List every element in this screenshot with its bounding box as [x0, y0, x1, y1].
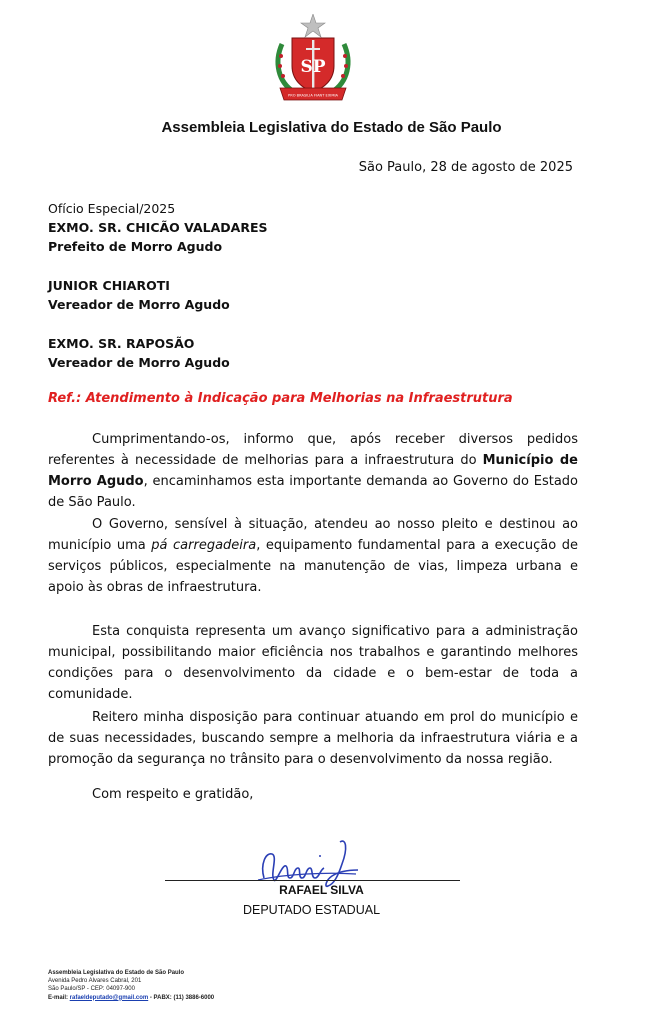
signatory-role — [0, 903, 663, 917]
addressee-name: JUNIOR CHIAROTI — [48, 278, 170, 293]
p2-text-italic: pá carregadeira — [151, 538, 257, 553]
signatory-role-text: DEPUTADO ESTADUAL — [242, 903, 381, 917]
letter-number: Ofício Especial/2025 — [48, 201, 176, 216]
date-line: São Paulo, 28 de agosto de 2025 — [358, 160, 573, 175]
p1-text-a: Cumprimentando-os, informo que, após receber diversos pedidos referentes à necessidade de melhorias para a infraestrutura do — [48, 432, 578, 468]
addressee-title: Prefeito de Morro Agudo — [48, 239, 223, 254]
footer-email-label: E-mail: — [48, 994, 70, 1001]
closing-salutation: Com respeito e gratidão, — [92, 787, 254, 802]
footer-pabx: - PABX: (11) 3886-6000 — [148, 994, 215, 1001]
addressee-name: EXMO. SR. RAPOSÃO — [48, 336, 195, 351]
addressee-title: Vereador de Morro Agudo — [48, 297, 230, 312]
signature-line — [165, 880, 460, 881]
sao-paulo-seal-logo — [272, 14, 354, 106]
footer-contact — [48, 969, 214, 1002]
p2-text-a: O Governo, sensível à situação, atendeu ao nosso pleito e destinou ao município uma — [48, 517, 578, 553]
footer-city: São Paulo/SP - CEP: 04097-900 — [48, 986, 135, 993]
footer-org: Assembleia Legislativa do Estado de São Paulo — [48, 970, 185, 976]
seal-monogram: SP — [300, 57, 326, 77]
seal-motto: PRO BRASILIA FIANT EXIMIA — [288, 93, 338, 98]
addressee-block-councilor-2 — [48, 334, 230, 372]
p1-text-bold: Município de Morro Agudo — [48, 453, 578, 489]
footer-contact-line — [48, 994, 214, 1002]
body-paragraph-1 — [48, 429, 578, 513]
body-paragraph-2 — [48, 514, 578, 598]
addressee-block-councilor-1 — [48, 276, 230, 314]
footer-email-link[interactable]: rafaeldeputado@gmail.com — [69, 994, 149, 1001]
signatory-name — [0, 883, 663, 897]
addressee-name: EXMO. SR. CHICÃO VALADARES — [48, 220, 268, 235]
assembly-title: Assembleia Legislativa do Estado de São Paulo — [161, 119, 502, 136]
addressee-block-mayor — [48, 199, 268, 256]
signatory-name-text: RAFAEL SILVA — [279, 883, 364, 897]
body-paragraph-3: Esta conquista representa um avanço significativo para a administração municipal, possibilitando maior eficiência nos trabalhos e garantindo melhores condições para o desenvolvimento da cidade e o bem-estar de toda a comunidade. — [48, 624, 578, 702]
addressee-title: Vereador de Morro Agudo — [48, 355, 230, 370]
handwritten-signature — [256, 834, 368, 890]
body-paragraph-4: Reitero minha disposição para continuar atuando em prol do município e de suas necessidades, buscando sempre a melhoria da infraestrutura viária e a promoção da segurança no trânsito para o desenvolvimento da nossa região. — [48, 710, 578, 767]
p1-text-b: , encaminhamos esta importante demanda ao Governo do Estado de São Paulo. — [48, 474, 578, 510]
reference-line: Ref.: Atendimento à Indicação para Melhorias na Infraestrutura — [48, 391, 513, 406]
p2-text-b: , equipamento fundamental para a execução de serviços públicos, especialmente na manutenção de vias, limpeza urbana e apoio às obras de infraestrutura. — [48, 538, 578, 595]
footer-address: Avenida Pedro Alvares Cabral, 201 — [48, 978, 142, 985]
